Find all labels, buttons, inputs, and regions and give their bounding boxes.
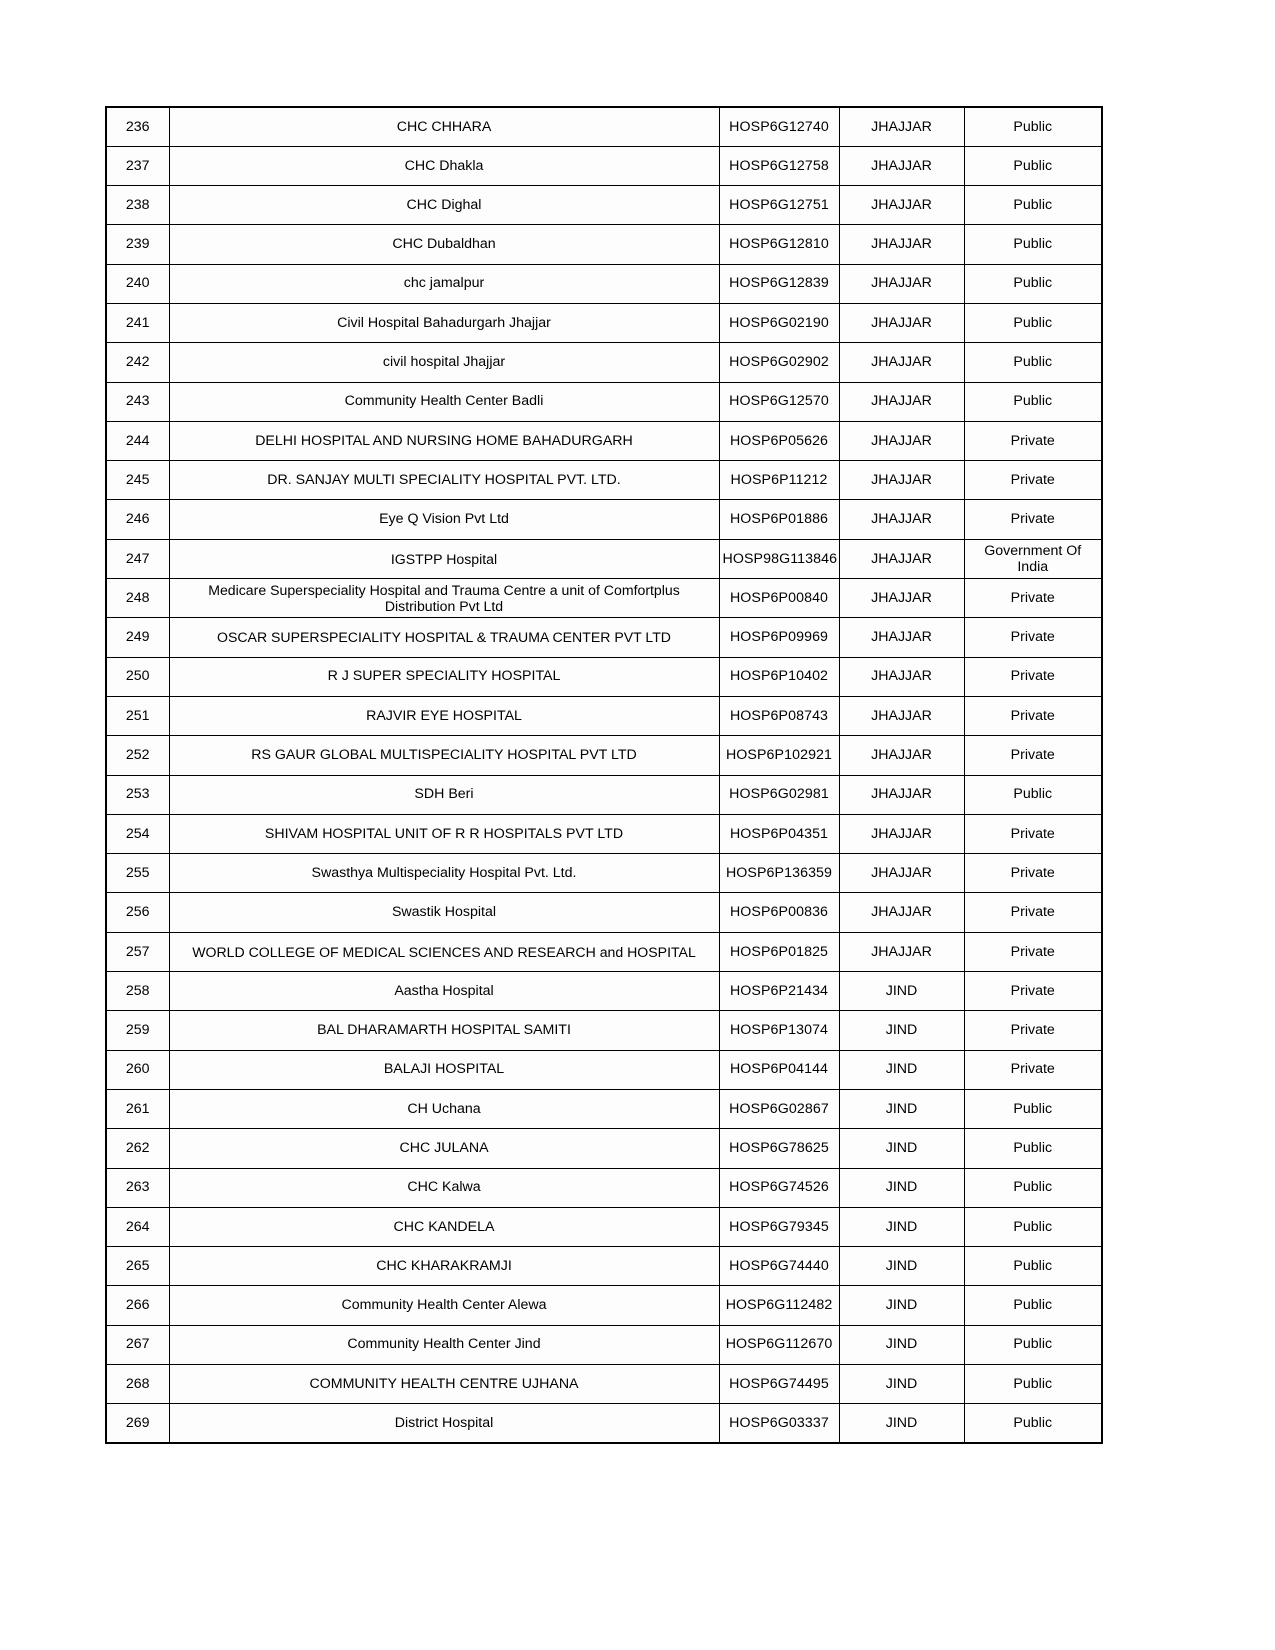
row-hospital-type: Public <box>964 1129 1102 1168</box>
row-hospital-name: DELHI HOSPITAL AND NURSING HOME BAHADURGARH <box>169 421 719 460</box>
table-row <box>106 146 1102 185</box>
row-serial-number: 253 <box>106 775 169 814</box>
row-hospital-code: HOSP6P04144 <box>719 1050 839 1089</box>
row-hospital-type: Private <box>964 500 1102 539</box>
row-hospital-type: Public <box>964 107 1102 146</box>
table-row <box>106 421 1102 460</box>
row-hospital-code: HOSP6G74526 <box>719 1168 839 1207</box>
row-serial-number: 261 <box>106 1089 169 1128</box>
row-hospital-name: CHC Dighal <box>169 186 719 225</box>
row-hospital-code: HOSP6P05626 <box>719 421 839 460</box>
row-hospital-type: Public <box>964 186 1102 225</box>
row-hospital-name: CHC KANDELA <box>169 1207 719 1246</box>
row-serial-number: 246 <box>106 500 169 539</box>
row-district: JIND <box>839 1011 964 1050</box>
row-serial-number: 245 <box>106 461 169 500</box>
row-district: JIND <box>839 1247 964 1286</box>
row-serial-number: 252 <box>106 736 169 775</box>
row-serial-number: 258 <box>106 972 169 1011</box>
row-hospital-name: BAL DHARAMARTH HOSPITAL SAMITI <box>169 1011 719 1050</box>
table-row <box>106 186 1102 225</box>
row-district: JHAJJAR <box>839 500 964 539</box>
table-row <box>106 500 1102 539</box>
table-row <box>106 1011 1102 1050</box>
table-row <box>106 225 1102 264</box>
row-hospital-name: Community Health Center Alewa <box>169 1286 719 1325</box>
row-serial-number: 236 <box>106 107 169 146</box>
row-district: JHAJJAR <box>839 932 964 971</box>
row-district: JHAJJAR <box>839 696 964 735</box>
row-hospital-name: civil hospital Jhajjar <box>169 343 719 382</box>
row-district: JHAJJAR <box>839 579 964 618</box>
row-district: JIND <box>839 1207 964 1246</box>
row-district: JIND <box>839 1050 964 1089</box>
row-serial-number: 262 <box>106 1129 169 1168</box>
row-hospital-code: HOSP6G74440 <box>719 1247 839 1286</box>
row-hospital-type: Public <box>964 382 1102 421</box>
row-hospital-name: Community Health Center Jind <box>169 1325 719 1364</box>
row-hospital-name: Swasthya Multispeciality Hospital Pvt. Ltd. <box>169 854 719 893</box>
row-hospital-name: chc jamalpur <box>169 264 719 303</box>
hospital-table-body <box>106 107 1102 1443</box>
table-row <box>106 303 1102 342</box>
row-hospital-code: HOSP6G79345 <box>719 1207 839 1246</box>
row-hospital-code: HOSP6P21434 <box>719 972 839 1011</box>
row-hospital-code: HOSP6P11212 <box>719 461 839 500</box>
row-serial-number: 242 <box>106 343 169 382</box>
row-hospital-name: RAJVIR EYE HOSPITAL <box>169 696 719 735</box>
row-serial-number: 237 <box>106 146 169 185</box>
row-hospital-type: Private <box>964 814 1102 853</box>
row-serial-number: 255 <box>106 854 169 893</box>
row-district: JHAJJAR <box>839 854 964 893</box>
table-row <box>106 1207 1102 1246</box>
row-hospital-type: Public <box>964 1089 1102 1128</box>
row-district: JIND <box>839 1325 964 1364</box>
row-district: JHAJJAR <box>839 186 964 225</box>
row-hospital-code: HOSP6P13074 <box>719 1011 839 1050</box>
row-hospital-name: CHC Dubaldhan <box>169 225 719 264</box>
row-district: JHAJJAR <box>839 421 964 460</box>
row-serial-number: 250 <box>106 657 169 696</box>
row-district: JHAJJAR <box>839 264 964 303</box>
row-hospital-code: HOSP6G02981 <box>719 775 839 814</box>
row-hospital-code: HOSP6P00836 <box>719 893 839 932</box>
row-hospital-code: HOSP6G12839 <box>719 264 839 303</box>
row-district: JHAJJAR <box>839 225 964 264</box>
table-row <box>106 1129 1102 1168</box>
row-hospital-type: Private <box>964 421 1102 460</box>
row-hospital-code: HOSP6P04351 <box>719 814 839 853</box>
row-serial-number: 268 <box>106 1365 169 1404</box>
row-hospital-name: CHC Dhakla <box>169 146 719 185</box>
row-hospital-type: Public <box>964 1247 1102 1286</box>
row-serial-number: 241 <box>106 303 169 342</box>
row-hospital-type: Public <box>964 1404 1102 1443</box>
row-hospital-code: HOSP6G03337 <box>719 1404 839 1443</box>
row-hospital-name: CHC CHHARA <box>169 107 719 146</box>
row-hospital-name: Eye Q Vision Pvt Ltd <box>169 500 719 539</box>
row-hospital-code: HOSP6G02902 <box>719 343 839 382</box>
row-district: JHAJJAR <box>839 893 964 932</box>
table-row <box>106 932 1102 971</box>
row-hospital-name: COMMUNITY HEALTH CENTRE UJHANA <box>169 1365 719 1404</box>
row-hospital-code: HOSP6P136359 <box>719 854 839 893</box>
row-hospital-name: CHC JULANA <box>169 1129 719 1168</box>
row-district: JHAJJAR <box>839 382 964 421</box>
row-hospital-type: Private <box>964 696 1102 735</box>
table-row <box>106 579 1102 618</box>
row-district: JHAJJAR <box>839 775 964 814</box>
row-hospital-type: Government Of India <box>964 539 1102 578</box>
row-district: JHAJJAR <box>839 343 964 382</box>
row-hospital-code: HOSP6G12570 <box>719 382 839 421</box>
row-district: JHAJJAR <box>839 303 964 342</box>
row-hospital-name: WORLD COLLEGE OF MEDICAL SCIENCES AND RESEARCH and HOSPITAL <box>169 932 719 971</box>
row-hospital-type: Private <box>964 1050 1102 1089</box>
table-row <box>106 736 1102 775</box>
row-hospital-code: HOSP6G112670 <box>719 1325 839 1364</box>
row-serial-number: 256 <box>106 893 169 932</box>
row-hospital-type: Public <box>964 1286 1102 1325</box>
row-hospital-name: BALAJI HOSPITAL <box>169 1050 719 1089</box>
table-row <box>106 107 1102 146</box>
table-row <box>106 618 1102 657</box>
table-row <box>106 343 1102 382</box>
table-row <box>106 1050 1102 1089</box>
row-district: JHAJJAR <box>839 618 964 657</box>
row-district: JHAJJAR <box>839 814 964 853</box>
row-district: JIND <box>839 1286 964 1325</box>
row-hospital-code: HOSP6P102921 <box>719 736 839 775</box>
row-serial-number: 264 <box>106 1207 169 1246</box>
hospital-table <box>105 106 1103 1444</box>
row-hospital-type: Private <box>964 854 1102 893</box>
row-district: JHAJJAR <box>839 539 964 578</box>
row-hospital-type: Private <box>964 461 1102 500</box>
row-hospital-type: Public <box>964 1207 1102 1246</box>
row-hospital-code: HOSP6G12758 <box>719 146 839 185</box>
row-hospital-name: DR. SANJAY MULTI SPECIALITY HOSPITAL PVT. LTD. <box>169 461 719 500</box>
row-hospital-name: CHC Kalwa <box>169 1168 719 1207</box>
row-hospital-name: District Hospital <box>169 1404 719 1443</box>
row-district: JIND <box>839 1089 964 1128</box>
row-hospital-code: HOSP6P10402 <box>719 657 839 696</box>
row-hospital-code: HOSP6P01886 <box>719 500 839 539</box>
row-district: JIND <box>839 1365 964 1404</box>
row-hospital-code: HOSP6G12751 <box>719 186 839 225</box>
row-hospital-code: HOSP6G74495 <box>719 1365 839 1404</box>
row-hospital-type: Public <box>964 343 1102 382</box>
row-hospital-code: HOSP6P08743 <box>719 696 839 735</box>
row-hospital-type: Public <box>964 1365 1102 1404</box>
table-row <box>106 1286 1102 1325</box>
row-hospital-type: Public <box>964 1325 1102 1364</box>
row-hospital-type: Private <box>964 618 1102 657</box>
row-district: JHAJJAR <box>839 107 964 146</box>
row-hospital-name: Medicare Superspeciality Hospital and Trauma Centre a unit of Comfortplus Distribution Pvt Ltd <box>169 579 719 618</box>
row-hospital-type: Private <box>964 736 1102 775</box>
table-row <box>106 382 1102 421</box>
row-hospital-name: Aastha Hospital <box>169 972 719 1011</box>
row-hospital-type: Public <box>964 264 1102 303</box>
row-serial-number: 239 <box>106 225 169 264</box>
row-hospital-code: HOSP6G02867 <box>719 1089 839 1128</box>
row-serial-number: 254 <box>106 814 169 853</box>
row-hospital-code: HOSP6G12740 <box>719 107 839 146</box>
hospital-table-container <box>105 106 1101 1444</box>
row-hospital-name: CHC KHARAKRAMJI <box>169 1247 719 1286</box>
row-serial-number: 257 <box>106 932 169 971</box>
table-row <box>106 1168 1102 1207</box>
row-district: JHAJJAR <box>839 461 964 500</box>
row-serial-number: 251 <box>106 696 169 735</box>
row-district: JHAJJAR <box>839 146 964 185</box>
row-serial-number: 238 <box>106 186 169 225</box>
row-hospital-type: Public <box>964 1168 1102 1207</box>
row-hospital-name: IGSTPP Hospital <box>169 539 719 578</box>
row-serial-number: 269 <box>106 1404 169 1443</box>
table-row <box>106 1089 1102 1128</box>
row-hospital-code: HOSP6P01825 <box>719 932 839 971</box>
row-hospital-code: HOSP6G12810 <box>719 225 839 264</box>
row-hospital-name: SHIVAM HOSPITAL UNIT OF R R HOSPITALS PVT LTD <box>169 814 719 853</box>
row-hospital-name: R J SUPER SPECIALITY HOSPITAL <box>169 657 719 696</box>
row-hospital-name: CH Uchana <box>169 1089 719 1128</box>
row-serial-number: 248 <box>106 579 169 618</box>
row-hospital-code: HOSP6P00840 <box>719 579 839 618</box>
table-row <box>106 814 1102 853</box>
row-district: JIND <box>839 972 964 1011</box>
table-row <box>106 1365 1102 1404</box>
row-hospital-code: HOSP6P09969 <box>719 618 839 657</box>
row-hospital-type: Public <box>964 775 1102 814</box>
row-district: JHAJJAR <box>839 736 964 775</box>
row-serial-number: 249 <box>106 618 169 657</box>
row-district: JHAJJAR <box>839 657 964 696</box>
row-hospital-type: Private <box>964 657 1102 696</box>
row-serial-number: 267 <box>106 1325 169 1364</box>
row-hospital-type: Private <box>964 893 1102 932</box>
row-hospital-code: HOSP6G112482 <box>719 1286 839 1325</box>
row-hospital-type: Public <box>964 225 1102 264</box>
row-serial-number: 247 <box>106 539 169 578</box>
row-hospital-type: Private <box>964 972 1102 1011</box>
row-serial-number: 259 <box>106 1011 169 1050</box>
row-district: JIND <box>839 1404 964 1443</box>
row-hospital-type: Private <box>964 1011 1102 1050</box>
row-hospital-name: Swastik Hospital <box>169 893 719 932</box>
row-hospital-name: RS GAUR GLOBAL MULTISPECIALITY HOSPITAL PVT LTD <box>169 736 719 775</box>
row-hospital-name: OSCAR SUPERSPECIALITY HOSPITAL & TRAUMA CENTER PVT LTD <box>169 618 719 657</box>
table-row <box>106 539 1102 578</box>
row-serial-number: 266 <box>106 1286 169 1325</box>
row-hospital-type: Public <box>964 303 1102 342</box>
table-row <box>106 1325 1102 1364</box>
table-row <box>106 775 1102 814</box>
row-district: JIND <box>839 1168 964 1207</box>
table-row <box>106 893 1102 932</box>
row-serial-number: 265 <box>106 1247 169 1286</box>
row-hospital-type: Private <box>964 579 1102 618</box>
row-hospital-type: Private <box>964 932 1102 971</box>
row-hospital-name: SDH Beri <box>169 775 719 814</box>
row-hospital-code: HOSP6G78625 <box>719 1129 839 1168</box>
row-hospital-code: HOSP98G113846 <box>719 539 839 578</box>
row-serial-number: 244 <box>106 421 169 460</box>
table-row <box>106 461 1102 500</box>
table-row <box>106 264 1102 303</box>
row-district: JIND <box>839 1129 964 1168</box>
row-hospital-name: Civil Hospital Bahadurgarh Jhajjar <box>169 303 719 342</box>
table-row <box>106 972 1102 1011</box>
table-row <box>106 1404 1102 1443</box>
row-serial-number: 243 <box>106 382 169 421</box>
row-serial-number: 260 <box>106 1050 169 1089</box>
row-serial-number: 263 <box>106 1168 169 1207</box>
row-serial-number: 240 <box>106 264 169 303</box>
table-row <box>106 657 1102 696</box>
table-row <box>106 1247 1102 1286</box>
table-row <box>106 854 1102 893</box>
row-hospital-code: HOSP6G02190 <box>719 303 839 342</box>
row-hospital-type: Public <box>964 146 1102 185</box>
table-row <box>106 696 1102 735</box>
row-hospital-name: Community Health Center Badli <box>169 382 719 421</box>
